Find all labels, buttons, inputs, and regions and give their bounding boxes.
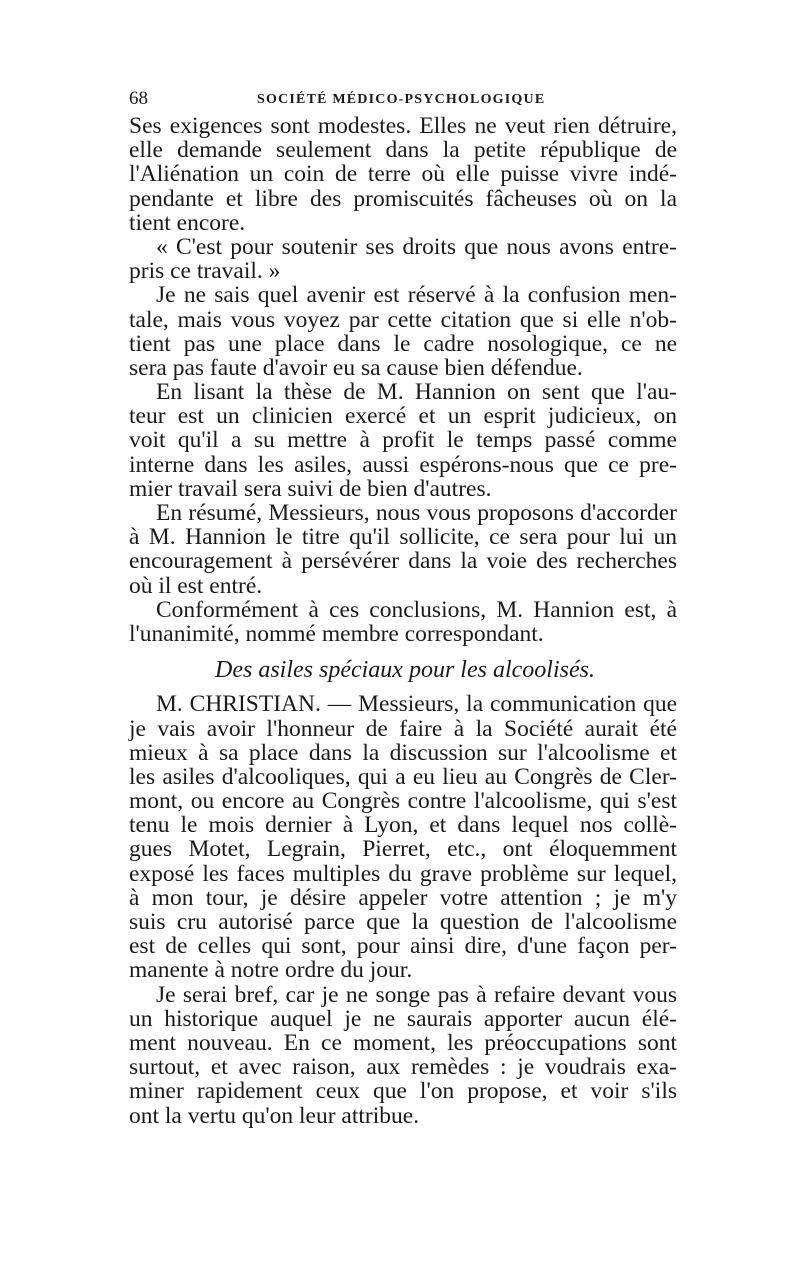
text-line: pris ce travail. » bbox=[129, 258, 281, 285]
text-line: je vais avoir l'honneur de faire à la Société aurait été bbox=[129, 715, 677, 742]
running-title: SOCIÉTÉ MÉDICO-PSYCHOLOGIQUE bbox=[257, 92, 546, 107]
text-line: Ses exigences sont modestes. Elles ne veut rien détruire, bbox=[129, 113, 677, 139]
text-line: tient encore. bbox=[129, 209, 246, 236]
text-line: Je serai bref, car je ne songe pas à refaire devant vous bbox=[156, 981, 677, 1008]
text-line: à M. Hannion le titre qu'il sollicite, ce sera pour lui un bbox=[129, 524, 677, 551]
text-line: suis cru autorisé parce que la question de l'alcoolisme bbox=[129, 909, 677, 935]
text-line: teur est un clinicien exercé et un esprit judicieux, on bbox=[129, 403, 677, 430]
text-line: sera pas faute d'avoir eu sa cause bien défendue. bbox=[129, 354, 583, 381]
text-line: tient pas une place dans le cadre nosologique, ce ne bbox=[129, 330, 677, 357]
text-line: tenu le mois dernier à Lyon, et dans lequel nos collè- bbox=[129, 812, 677, 839]
text-line: En lisant la thèse de M. Hannion on sent que l'au- bbox=[156, 379, 677, 406]
text-line: Je ne sais quel avenir est réservé à la confusion men- bbox=[156, 282, 677, 309]
paragraph bbox=[129, 114, 677, 235]
text-line: l'unanimité, nommé membre correspondant. bbox=[129, 620, 544, 647]
body-text bbox=[129, 114, 677, 1128]
text-line: elle demande seulement dans la petite république de bbox=[129, 137, 677, 164]
text-line: ment nouveau. En ce moment, les préoccupations sont bbox=[129, 1029, 677, 1056]
text-line: manente à notre ordre du jour. bbox=[129, 957, 413, 984]
text-line: M. CHRISTIAN. — Messieurs, la communication que bbox=[156, 691, 677, 718]
paragraph bbox=[129, 235, 677, 283]
text-line: Conformément à ces conclusions, M. Hannion est, à bbox=[156, 596, 677, 623]
text-line: voit qu'il a su mettre à profit le temps passé comme bbox=[129, 427, 677, 454]
text-line: un historique auquel je ne saurais apporter aucun élé- bbox=[129, 1005, 677, 1032]
paragraph bbox=[129, 692, 677, 982]
paragraph bbox=[129, 283, 677, 380]
text-line: surtout, et avec raison, aux remèdes : je voudrais exa- bbox=[129, 1054, 677, 1081]
running-head bbox=[129, 84, 677, 114]
text-line: mieux à sa place dans la discussion sur l'alcoolisme et bbox=[129, 739, 677, 766]
text-line: interne dans les asiles, aussi espérons-nous que ce pre- bbox=[129, 451, 677, 478]
text-line: exposé les faces multiples du grave problème sur lequel, bbox=[129, 860, 677, 887]
section-title: Des asiles spéciaux pour les alcoolisés. bbox=[215, 657, 595, 684]
text-line: où il est entré. bbox=[129, 572, 263, 599]
text-line: à mon tour, je désire appeler votre attention ; je m'y bbox=[129, 884, 677, 911]
paragraph bbox=[129, 598, 677, 646]
text-line: est de celles qui sont, pour ainsi dire, d'une façon per- bbox=[129, 933, 677, 960]
paragraph bbox=[129, 380, 677, 501]
text-line: mier travail sera suivi de bien d'autres. bbox=[129, 475, 492, 502]
text-line: miner rapidement ceux que l'on propose, et voir s'ils bbox=[129, 1078, 677, 1105]
page-number: 68 bbox=[129, 88, 148, 109]
paragraph bbox=[129, 983, 677, 1128]
text-line: l'Aliénation un coin de terre où elle puisse vivre indé- bbox=[129, 161, 677, 188]
paragraph bbox=[129, 501, 677, 598]
text-line: « C'est pour soutenir ses droits que nous avons entre- bbox=[156, 233, 677, 260]
document-page bbox=[129, 84, 677, 1128]
text-line: mont, ou encore au Congrès contre l'alcoolisme, qui s'est bbox=[129, 788, 677, 815]
text-line: En résumé, Messieurs, nous vous proposons d'accorder bbox=[156, 500, 677, 526]
text-line: ont la vertu qu'on leur attribue. bbox=[129, 1102, 420, 1129]
text-line: pendante et libre des promiscuités fâcheuses où on la bbox=[129, 185, 677, 212]
text-line: tale, mais vous voyez par cette citation que si elle n'ob- bbox=[129, 306, 677, 333]
text-line: les asiles d'alcooliques, qui a eu lieu au Congrès de Cler- bbox=[129, 763, 677, 790]
text-line: gues Motet, Legrain, Pierret, etc., ont éloquemment bbox=[129, 836, 677, 863]
text-line: encouragement à persévérer dans la voie des recherches bbox=[129, 548, 677, 575]
